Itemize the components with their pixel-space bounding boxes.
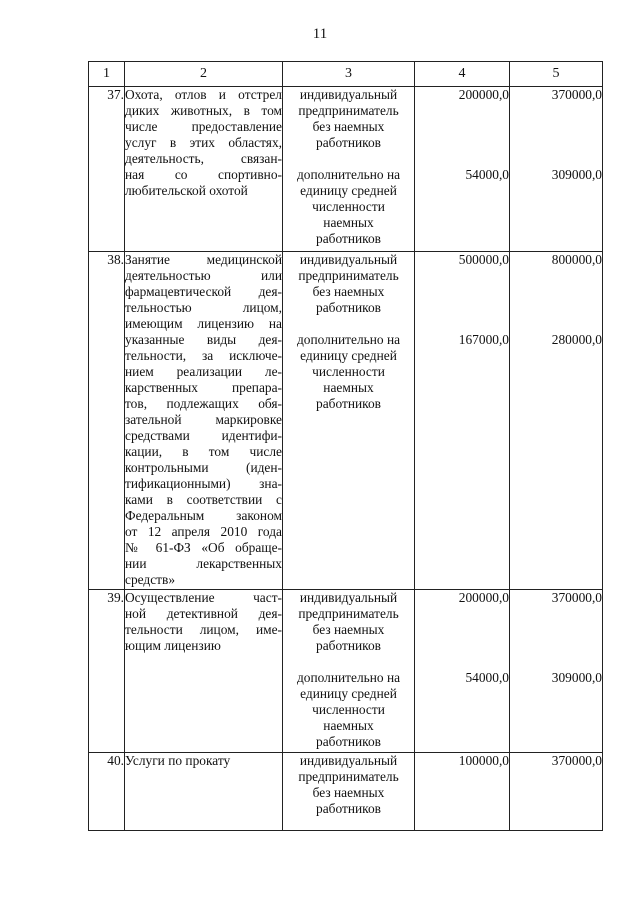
max-value [510, 252, 603, 590]
table-row [89, 87, 603, 252]
amount: 200000,0 [458, 590, 509, 605]
table-row [89, 252, 603, 590]
activity-name-line: № 61-ФЗ «Об обраще- [125, 540, 282, 555]
table-row [89, 753, 603, 831]
taxpayer-category [283, 252, 415, 590]
category-line: без наемных [312, 284, 385, 299]
column-header: 4 [415, 62, 510, 87]
category-line: численности [312, 199, 385, 214]
category-line: индивидуальный [299, 87, 398, 102]
column-header: 5 [510, 62, 603, 87]
category-line: предприниматель [298, 103, 399, 118]
amount: 54000,0 [465, 670, 509, 685]
category-line: работников [316, 231, 381, 246]
activity-name-line: Федеральным законом [125, 508, 282, 523]
row-number: 38. [89, 252, 125, 590]
activity-name-line: числе предоставление [125, 119, 282, 134]
amount: 280000,0 [551, 332, 602, 347]
activity-name-line: ками в соответствии с [125, 492, 282, 507]
column-header: 2 [125, 62, 283, 87]
activity-name-line: ная со спортивно- [125, 167, 282, 182]
taxpayer-category [283, 590, 415, 753]
activity-name-line: нием реализации ле- [125, 364, 282, 379]
activity-name-line: тельностью лицом, [125, 300, 282, 315]
max-value [510, 590, 603, 753]
category-line: дополнительно на [296, 670, 401, 685]
activity-name-line: карственных препара- [125, 380, 282, 395]
amount: 370000,0 [551, 87, 602, 102]
category-line: численности [312, 364, 385, 379]
activity-name-line: средств» [125, 572, 176, 587]
activity-name-line: тельности, за исключе- [125, 348, 282, 363]
category-line: без наемных [312, 785, 385, 800]
category-line: дополнительно на [296, 167, 401, 182]
category-line: без наемных [312, 119, 385, 134]
activity-name-line: тов, подлежащих обя- [125, 396, 282, 411]
spacer [283, 654, 414, 670]
activity-name-line: деятельность, связан- [125, 151, 282, 166]
amount: 370000,0 [551, 753, 602, 768]
max-value [510, 87, 603, 252]
category-line: индивидуальный [299, 590, 398, 605]
category-line: работников [316, 300, 381, 315]
activity-name-line: фармацевтической дея- [125, 284, 282, 299]
category-line: индивидуальный [299, 252, 398, 267]
row-number: 39. [89, 590, 125, 753]
activity-name-line: Охота, отлов и отстрел [125, 87, 282, 102]
category-line: наемных [323, 215, 374, 230]
activity-name-line: Услуги по прокату [125, 753, 231, 768]
category-line: без наемных [312, 622, 385, 637]
activity-name-line: тификационными) зна- [125, 476, 282, 491]
taxpayer-category [283, 753, 415, 831]
column-header: 3 [283, 62, 415, 87]
category-line: наемных [323, 718, 374, 733]
category-line: работников [316, 734, 381, 749]
base-value [415, 590, 510, 753]
amount: 800000,0 [551, 252, 602, 267]
activity-name [125, 590, 283, 753]
activity-name-line: зательной маркировке [125, 412, 282, 427]
activity-name-line: средствами идентифи- [125, 428, 282, 443]
spacer [283, 316, 414, 332]
category-line: индивидуальный [299, 753, 398, 768]
amount: 309000,0 [551, 670, 602, 685]
category-line: наемных [323, 380, 374, 395]
base-value [415, 753, 510, 831]
category-line: единицу средней [300, 348, 397, 363]
max-value [510, 753, 603, 831]
tariff-table [88, 61, 603, 831]
activity-name [125, 87, 283, 252]
activity-name-line: контрольными (иден- [125, 460, 282, 475]
table-row [89, 590, 603, 753]
base-value [415, 252, 510, 590]
activity-name-line: тельности лицом, име- [125, 622, 282, 637]
amount: 500000,0 [458, 252, 509, 267]
activity-name-line: Занятие медицинской [125, 252, 282, 267]
activity-name-line: указанные виды дея- [125, 332, 282, 347]
activity-name-line: кации, в том числе [125, 444, 282, 459]
category-line: работников [316, 396, 381, 411]
activity-name-line: деятельностью или [125, 268, 282, 283]
page-number: 11 [312, 26, 328, 42]
taxpayer-category [283, 87, 415, 252]
spacer [283, 151, 414, 167]
activity-name-line: нии лекарственных [125, 556, 282, 571]
activity-name-line: ной детективной дея- [125, 606, 282, 621]
activity-name-line: любительской охотой [125, 183, 248, 198]
activity-name-line: диких животных, в том [125, 103, 282, 118]
activity-name [125, 753, 283, 831]
base-value [415, 87, 510, 252]
row-number: 40. [89, 753, 125, 831]
amount: 54000,0 [465, 167, 509, 182]
category-line: предприниматель [298, 769, 399, 784]
column-header: 1 [89, 62, 125, 87]
amount: 167000,0 [458, 332, 509, 347]
category-line: предприниматель [298, 606, 399, 621]
activity-name-line: ющим лицензию [125, 638, 221, 653]
category-line: работников [316, 801, 381, 816]
amount: 100000,0 [458, 753, 509, 768]
activity-name [125, 252, 283, 590]
category-line: численности [312, 702, 385, 717]
category-line: единицу средней [300, 686, 397, 701]
amount: 200000,0 [458, 87, 509, 102]
category-line: работников [316, 135, 381, 150]
activity-name-line: Осуществление част- [125, 590, 282, 605]
category-line: единицу средней [300, 183, 397, 198]
category-line: предприниматель [298, 268, 399, 283]
table-header-row [89, 62, 603, 87]
activity-name-line: имеющим лицензию на [125, 316, 282, 331]
activity-name-line: от 12 апреля 2010 года [125, 524, 282, 539]
row-number: 37. [89, 87, 125, 252]
category-line: работников [316, 638, 381, 653]
amount: 370000,0 [551, 590, 602, 605]
category-line: дополнительно на [296, 332, 401, 347]
activity-name-line: услуг в этих областях, [125, 135, 282, 150]
amount: 309000,0 [551, 167, 602, 182]
